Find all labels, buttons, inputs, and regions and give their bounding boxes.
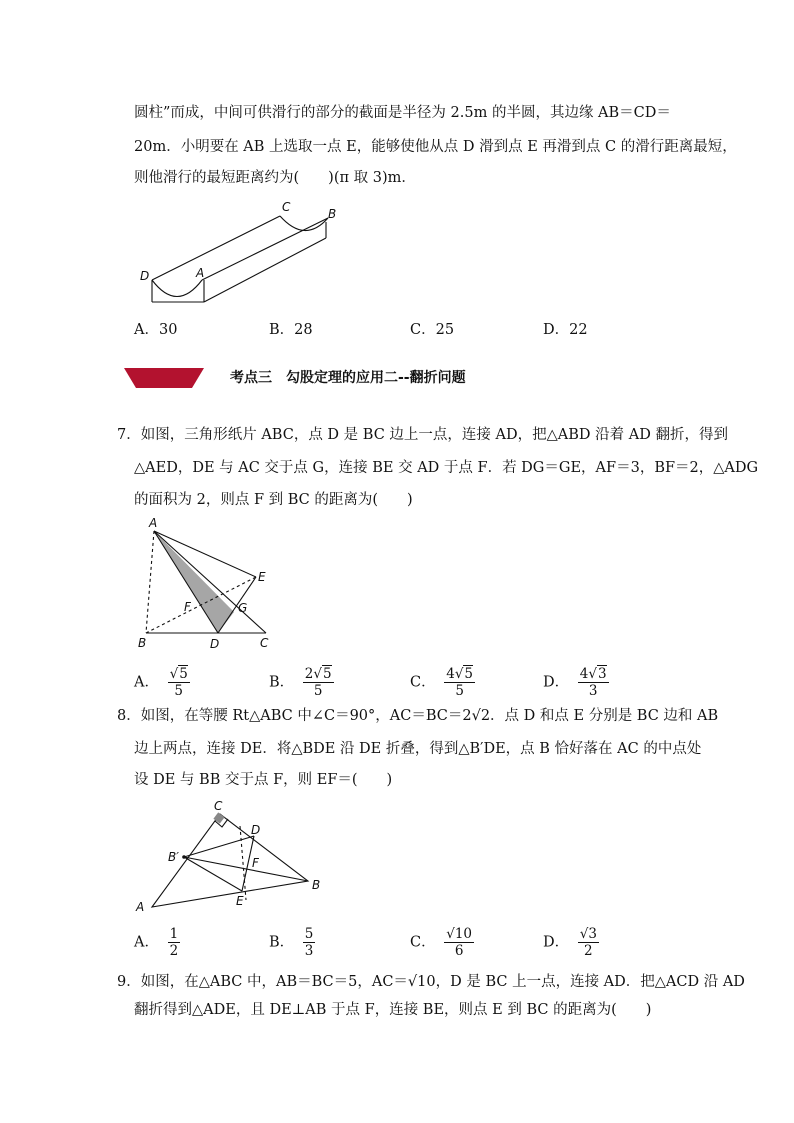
q7-text-line2: △AED，DE 与 AC 交于点 G，连接 BE 交 AD 于点 F．若 DG＝GE，AF＝3，BF＝2，△ADG [134, 460, 759, 476]
q6-label-a: A [196, 266, 205, 280]
q9-text-line2: 翻折得到△ADE，且 DE⊥AB 于点 F，连接 BE，则点 E 到 BC 的距离为( ) [134, 1002, 652, 1018]
q8-option-d[interactable]: D． $\frac{√3}{2}$ [543, 926, 597, 959]
q6-label-b: B [328, 207, 337, 221]
q8-text-line3: 设 DE 与 BB 交于点 F，则 EF＝( ) [134, 772, 393, 788]
q6-halfpipe-figure [130, 198, 350, 310]
q8-option-a[interactable]: A． $\frac{1}{2}$ [134, 926, 179, 959]
q8-label-a: A [136, 900, 145, 914]
q7-label-d: D [210, 637, 220, 651]
q7-text-line1: 7．如图，三角形纸片 ABC，点 D 是 BC 边上一点，连接 AD，把△ABD 沿着 AD 翻折，得到 [117, 427, 728, 443]
q8-text-line2: 边上两点，连接 DE．将△BDE 沿 DE 折叠，得到△B′DE，点 B 恰好落在 AC 的中点处 [134, 741, 702, 757]
q6-text-line1: 圆柱”而成，中间可供滑行的部分的截面是半径为 2.5m 的半圆，其边缘 AB＝CD＝ [134, 105, 671, 121]
section-banner-shape [124, 368, 204, 388]
q7-option-c[interactable]: C． $\frac{4√5}{5}$ [410, 666, 474, 699]
q6-label-d: D [140, 269, 150, 283]
q8-label-f: F [252, 856, 259, 870]
q7-label-b: B [138, 636, 147, 650]
q6-label-c: C [282, 200, 291, 214]
q8-label-d: D [251, 823, 261, 837]
q7-text-line3: 的面积为 2，则点 F 到 BC 的距离为( ) [134, 492, 413, 508]
q8-triangle-figure [132, 797, 332, 915]
q7-option-b[interactable]: B． $\frac{2√5}{5}$ [269, 666, 332, 699]
q7-label-f: F [184, 600, 191, 614]
q8-label-e: E [236, 894, 244, 908]
q8-label-b-prime: B′ [168, 850, 179, 864]
q7-option-a[interactable]: A． $\frac{√5}{5}$ [134, 666, 188, 699]
q8-label-b: B [312, 878, 321, 892]
q6-option-c[interactable]: C．25 [410, 322, 455, 338]
q7-label-g: G [238, 601, 248, 615]
q7-label-a: A [149, 516, 158, 530]
q7-shaded-triangle [154, 531, 234, 633]
q6-option-d[interactable]: D．22 [543, 322, 588, 338]
q7-option-d[interactable]: D． $\frac{4√3}{3}$ [543, 666, 607, 699]
q8-right-angle-mark [213, 812, 224, 823]
section-title: 考点三 勾股定理的应用二--翻折问题 [230, 370, 466, 386]
q6-option-a[interactable]: A．30 [134, 322, 178, 338]
q7-triangle-figure [134, 515, 284, 653]
q9-text-line1: 9．如图，在△ABC 中，AB＝BC＝5，AC＝√10，D 是 BC 上一点，连接 AD．把△ACD 沿 AD [117, 974, 745, 990]
q7-label-e: E [258, 570, 266, 584]
q8-option-b[interactable]: B． $\frac{5}{3}$ [269, 926, 314, 959]
q6-option-b[interactable]: B．28 [269, 322, 313, 338]
q6-text-line2: 20m．小明要在 AB 上选取一点 E，能够使他从点 D 滑到点 E 再滑到点 C 的滑行距离最短， [134, 139, 737, 155]
q8-label-c: C [214, 799, 223, 813]
q8-text-line1: 8．如图，在等腰 Rt△ABC 中∠C＝90°，AC＝BC＝2√2．点 D 和点 E 分别是 BC 边和 AB [117, 708, 719, 724]
q7-label-c: C [260, 636, 269, 650]
q6-text-line3: 则他滑行的最短距离约为( )(π 取 3)m． [134, 170, 416, 186]
q8-option-c[interactable]: C． $\frac{√10}{6}$ [410, 926, 472, 959]
